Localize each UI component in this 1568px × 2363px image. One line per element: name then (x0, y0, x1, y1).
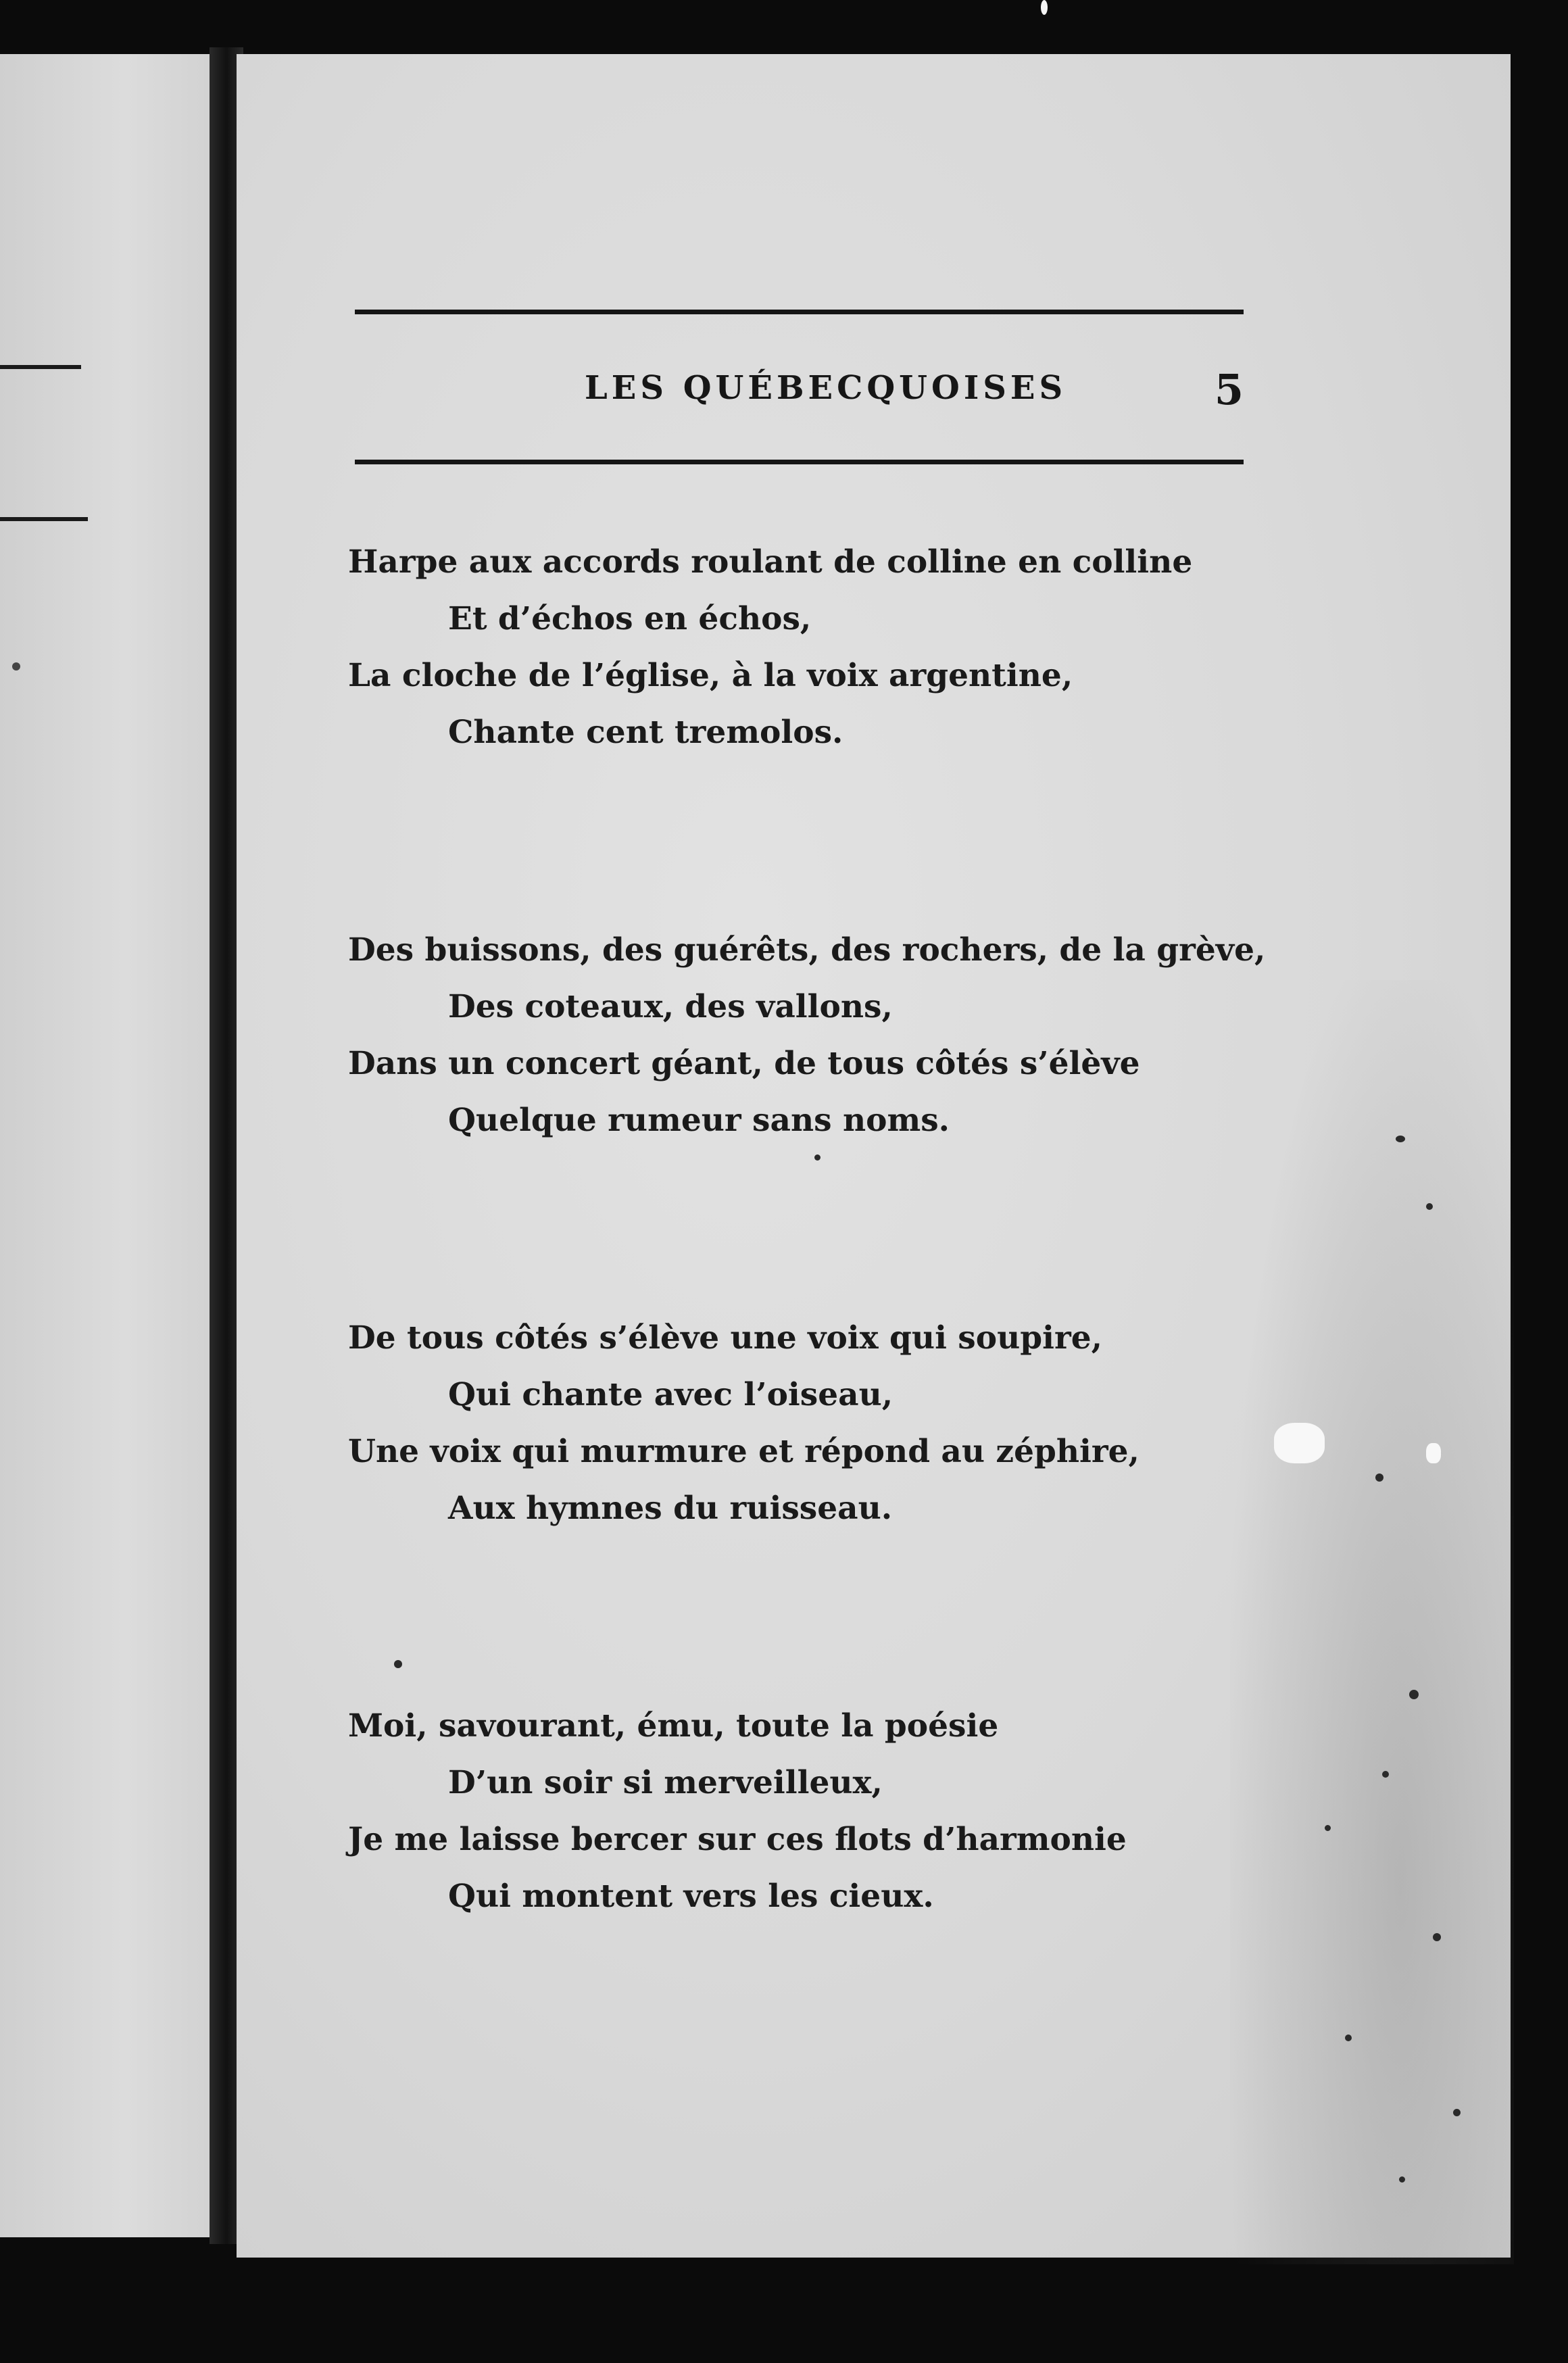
verse-line: Et d’échos en échos, (448, 600, 812, 637)
page-number: 5 (1214, 365, 1244, 414)
poem-body (348, 534, 1294, 2086)
verse-line: Chante cent tremolos. (448, 714, 843, 751)
verse-line: Dans un concert géant, de tous côtés s’élève (348, 1045, 1140, 1082)
scan-speck (1426, 1203, 1433, 1210)
stanza (348, 922, 1294, 1149)
verse-line: Moi, savourant, ému, toute la poésie (348, 1707, 999, 1745)
scan-speck (1345, 2035, 1352, 2041)
scan-speck (1453, 2109, 1461, 2116)
scan-speck (1375, 1473, 1383, 1482)
stanza (348, 534, 1294, 761)
left-page-rule-top (0, 365, 81, 369)
scan-speck (1409, 1690, 1419, 1699)
verse-line: Je me laisse bercer sur ces flots d’harmonie (348, 1821, 1127, 1858)
adjacent-left-page (0, 54, 210, 2237)
scan-blot (1426, 1443, 1441, 1463)
verse-line: Une voix qui murmure et répond au zéphire, (348, 1433, 1140, 1470)
scan-speck (814, 1154, 820, 1161)
scan-speck (1382, 1771, 1389, 1778)
scan-blot (1274, 1423, 1325, 1463)
verse-line: Aux hymnes du ruisseau. (448, 1490, 893, 1527)
header-rule-top (355, 310, 1244, 314)
verse-line: D’un soir si merveilleux, (448, 1764, 883, 1801)
verse-line: Qui chante avec l’oiseau, (448, 1376, 893, 1413)
left-page-rule-bottom (0, 517, 88, 521)
scan-speck (1399, 2176, 1405, 2183)
verse-line: Des buissons, des guérêts, des rochers, de la grève, (348, 931, 1266, 969)
verse-line: De tous côtés s’élève une voix qui soupire, (348, 1319, 1103, 1357)
stanza (348, 1698, 1294, 1925)
stanza (348, 1310, 1294, 1537)
verse-line: La cloche de l’église, à la voix argentine, (348, 657, 1073, 694)
running-title: LES QUÉBECQUOISES (585, 369, 1067, 407)
scan-speck (1433, 1933, 1441, 1941)
scan-speck (1041, 0, 1048, 15)
left-page-speck (12, 662, 20, 671)
header-rule-bottom (355, 460, 1244, 464)
verse-line: Des coteaux, des vallons, (448, 988, 893, 1025)
scan-speck (1325, 1825, 1331, 1831)
verse-line: Quelque rumeur sans noms. (448, 1102, 950, 1139)
verse-line: Harpe aux accords roulant de colline en colline (348, 543, 1193, 581)
running-head (355, 365, 1244, 419)
scan-speck (1396, 1136, 1405, 1142)
scan-speck (394, 1660, 402, 1668)
verse-line: Qui montent vers les cieux. (448, 1878, 934, 1915)
